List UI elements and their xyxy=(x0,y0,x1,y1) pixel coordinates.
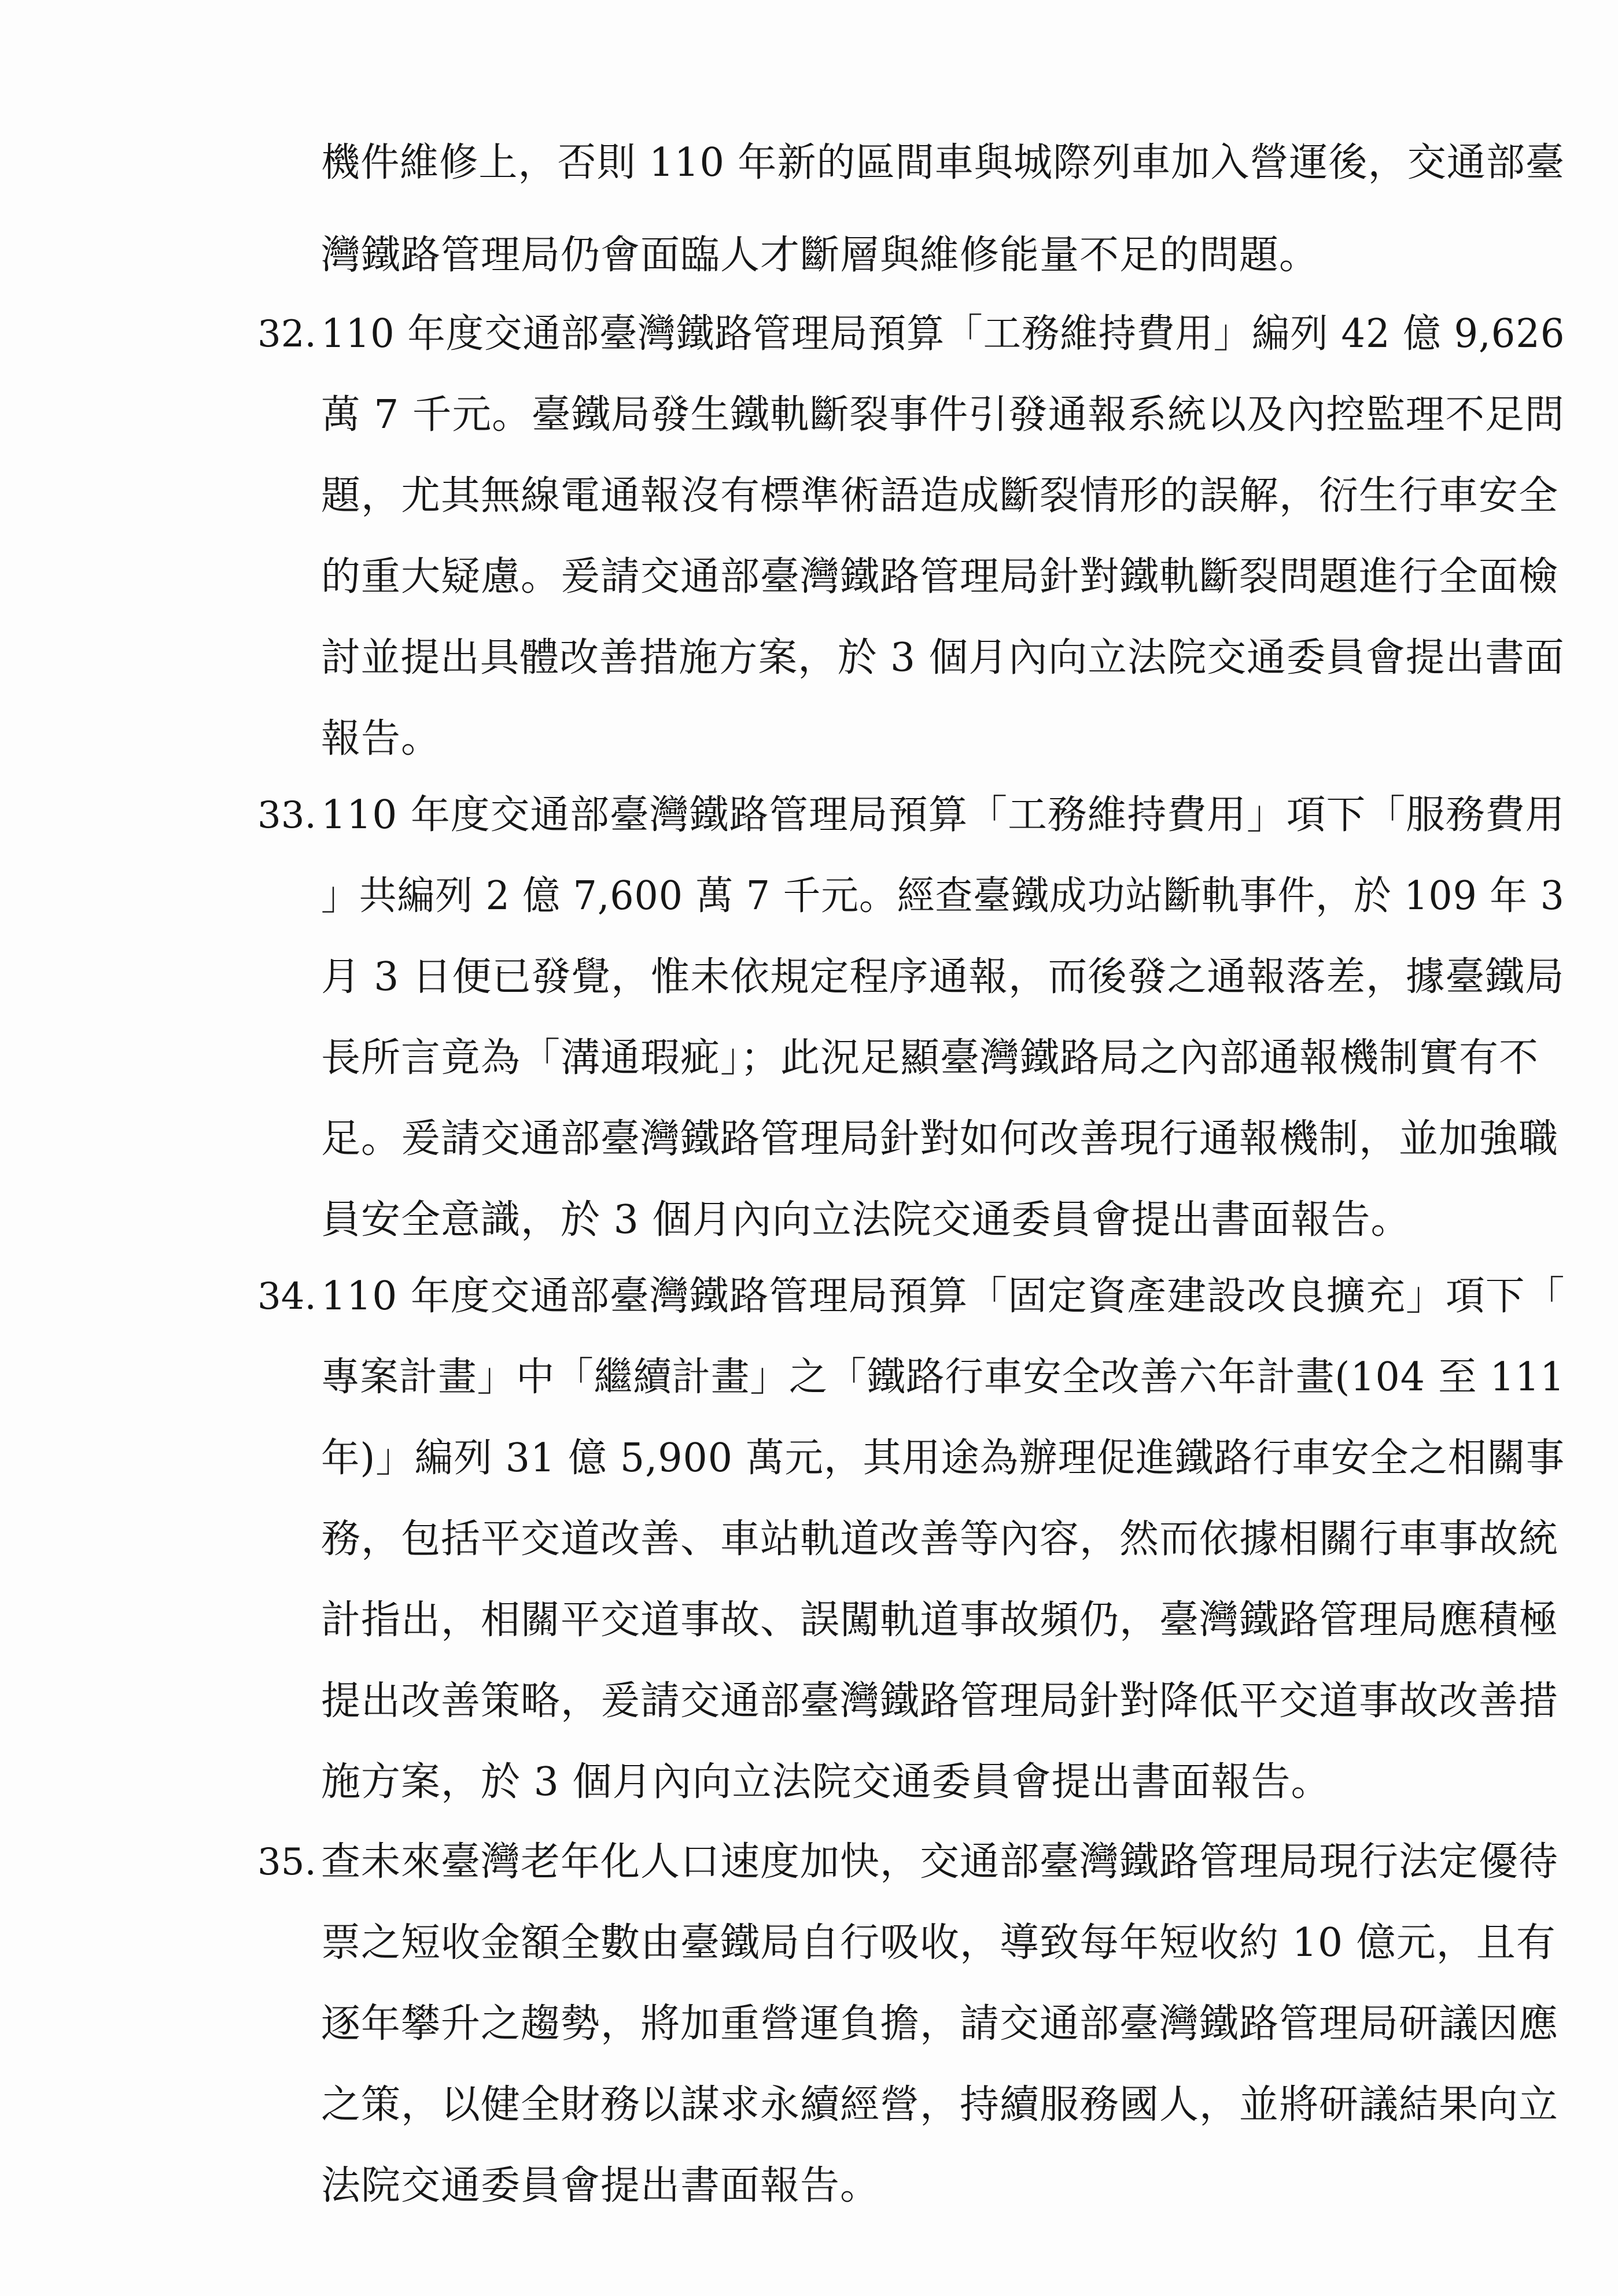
text-line: 110 年度交通部臺灣鐵路管理局預算「固定資產建設改良擴充」項下「 xyxy=(321,1273,1565,1319)
item-number: 33. xyxy=(257,794,316,837)
text-line: 討並提出具體改善措施方案，於 3 個月內向立法院交通委員會提出書面 xyxy=(321,635,1565,681)
text-line: 110 年度交通部臺灣鐵路管理局預算「工務維持費用」編列 42 億 9,626 xyxy=(321,311,1565,357)
text-line: 專案計畫」中「繼續計畫」之「鐵路行車安全改善六年計畫(104 至 111 xyxy=(321,1354,1565,1400)
item-number: 32. xyxy=(257,313,316,356)
text-line: 的重大疑慮。爰請交通部臺灣鐵路管理局針對鐵軌斷裂問題進行全面檢 xyxy=(321,554,1559,600)
text-line: 年)」編列 31 億 5,900 萬元，其用途為辦理促進鐵路行車安全之相關事 xyxy=(321,1435,1565,1481)
text-line: 逐年攀升之趨勢，將加重營運負擔，請交通部臺灣鐵路管理局研議因應 xyxy=(321,2001,1559,2047)
text-line: 計指出，相關平交道事故、誤闖軌道事故頻仍，臺灣鐵路管理局應積極 xyxy=(321,1597,1559,1643)
text-line: 長所言竟為「溝通瑕疵」；此況足顯臺灣鐵路局之內部通報機制實有不 xyxy=(321,1035,1539,1081)
item-number: 34. xyxy=(257,1275,316,1318)
text-line: 足。爰請交通部臺灣鐵路管理局針對如何改善現行通報機制，並加強職 xyxy=(321,1116,1559,1162)
text-line: 灣鐵路管理局仍會面臨人才斷層與維修能量不足的問題。 xyxy=(321,232,1320,278)
text-line: 之策，以健全財務以謀求永續經營，持續服務國人，並將研議結果向立 xyxy=(321,2082,1559,2128)
text-line: 」共編列 2 億 7,600 萬 7 千元。經查臺鐵成功站斷軌事件，於 109 年 3 xyxy=(321,873,1565,919)
text-line: 萬 7 千元。臺鐵局發生鐵軌斷裂事件引發通報系統以及內控監理不足問 xyxy=(321,392,1565,438)
text-line: 查未來臺灣老年化人口速度加快，交通部臺灣鐵路管理局現行法定優待 xyxy=(321,1839,1559,1885)
item-number: 35. xyxy=(257,1841,316,1884)
text-line: 法院交通委員會提出書面報告。 xyxy=(321,2163,880,2209)
text-line: 月 3 日便已發覺，惟未依規定程序通報，而後發之通報落差，據臺鐵局 xyxy=(321,954,1565,1000)
text-line: 110 年度交通部臺灣鐵路管理局預算「工務維持費用」項下「服務費用 xyxy=(321,792,1565,838)
text-line: 務，包括平交道改善、車站軌道改善等內容，然而依據相關行車事故統 xyxy=(321,1516,1559,1562)
text-line: 票之短收金額全數由臺鐵局自行吸收，導致每年短收約 10 億元，且有 xyxy=(321,1920,1556,1966)
text-line: 員安全意識，於 3 個月內向立法院交通委員會提出書面報告。 xyxy=(321,1197,1411,1243)
text-line: 報告。 xyxy=(321,716,441,762)
text-line: 機件維修上，否則 110 年新的區間車與城際列車加入營運後，交通部臺 xyxy=(321,140,1565,186)
text-line: 提出改善策略，爰請交通部臺灣鐵路管理局針對降低平交道事故改善措 xyxy=(321,1678,1559,1724)
text-line: 題，尤其無線電通報沒有標準術語造成斷裂情形的誤解，衍生行車安全 xyxy=(321,473,1559,519)
text-line: 施方案，於 3 個月內向立法院交通委員會提出書面報告。 xyxy=(321,1759,1331,1805)
